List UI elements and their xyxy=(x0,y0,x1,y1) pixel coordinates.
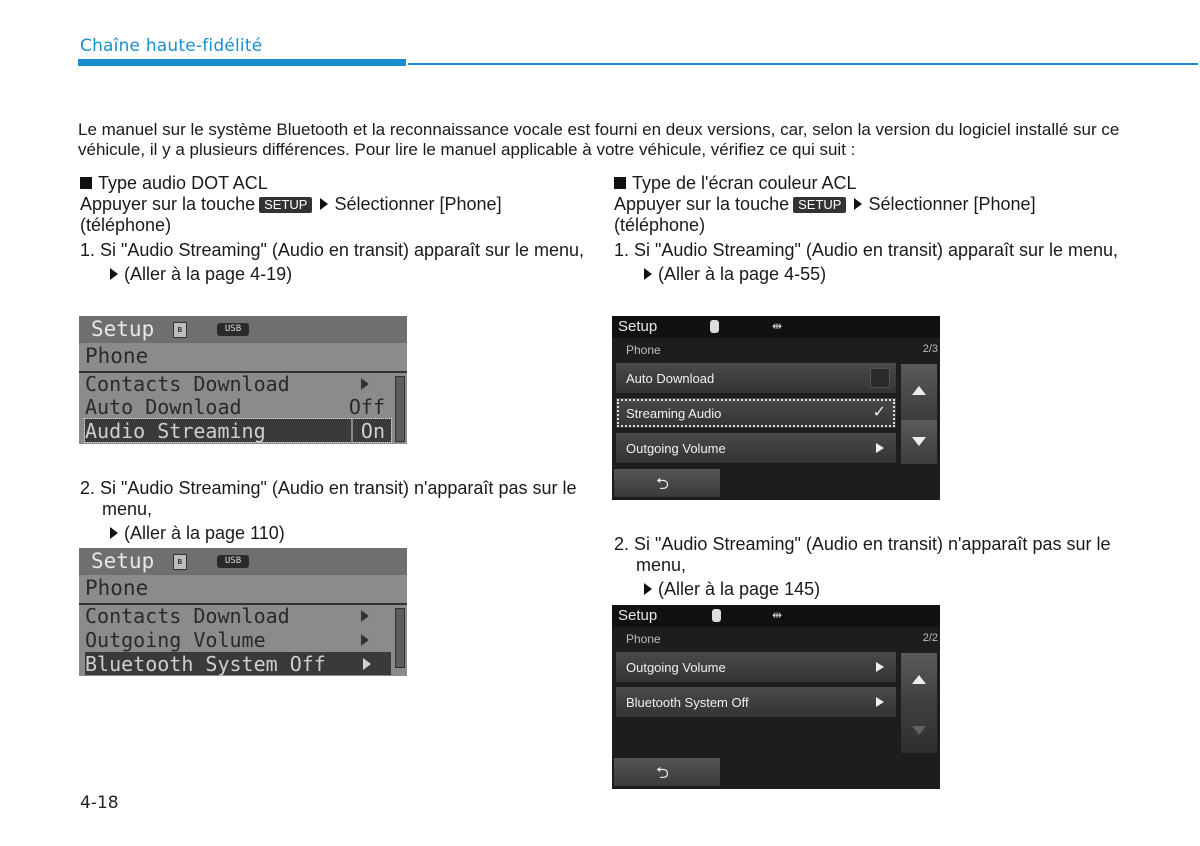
screen-subtitle-bar xyxy=(612,629,940,651)
color-screen-1 xyxy=(612,316,940,500)
right-step-1-ref: (Aller à la page 4-55) xyxy=(614,264,1124,285)
lcd-value-on: On xyxy=(351,419,385,443)
left-heading: Type audio DOT ACL xyxy=(98,173,268,193)
chevron-right-icon xyxy=(361,378,369,390)
lcd-subtitle-bar xyxy=(79,575,407,605)
page-indicator: 2/2 xyxy=(922,632,938,644)
bluetooth-icon xyxy=(710,320,719,333)
screen-title: Setup xyxy=(618,318,658,335)
left-step-2-block xyxy=(80,478,590,544)
screen-title-bar xyxy=(612,605,940,627)
lcd-screen-1 xyxy=(79,316,407,444)
right-step-2-ref: (Aller à la page 145) xyxy=(614,579,1124,600)
lcd-title-bar xyxy=(79,316,407,343)
usb-icon: ⇹ xyxy=(772,608,783,622)
lcd-scrollbar[interactable] xyxy=(395,376,405,442)
chevron-right-icon xyxy=(361,634,369,646)
scroll-up-button[interactable] xyxy=(901,364,937,420)
page-header-title: Chaîne haute-fidélité xyxy=(80,36,263,56)
lcd-title: Setup xyxy=(91,549,155,573)
checkmark-icon: ✓ xyxy=(872,404,886,421)
lcd-value-off: Off xyxy=(348,395,385,419)
screen-row-outgoing-volume[interactable]: Outgoing Volume xyxy=(616,433,896,463)
arrow-right-icon xyxy=(644,268,652,280)
screen-row-auto-download[interactable]: Auto Download xyxy=(616,363,896,393)
lcd-scrollbar[interactable] xyxy=(395,608,405,668)
chevron-right-icon xyxy=(361,610,369,622)
arrow-up-icon xyxy=(912,386,926,395)
lcd-row-audio-streaming[interactable]: Audio Streaming On xyxy=(85,419,391,442)
play-arrow-icon xyxy=(876,662,884,672)
back-arrow-icon: ⮌ xyxy=(656,765,669,782)
chevron-right-icon xyxy=(363,658,371,670)
arrow-up-icon xyxy=(912,675,926,684)
back-arrow-icon: ⮌ xyxy=(656,476,669,493)
scroll-up-button[interactable] xyxy=(901,653,937,709)
lcd-row-outgoing-volume[interactable]: Outgoing Volume xyxy=(85,628,385,651)
intro-paragraph: Le manuel sur le système Bluetooth et la reconnaissance vocale est fourni en deux versions, car, selon la version du logiciel installé sur ce véhicule, il y a plusieurs différences. Pour lire le manuel applicable à votre véhicule, vérifiez ce qui suit : xyxy=(78,120,1120,159)
left-column xyxy=(80,173,590,285)
square-bullet-icon xyxy=(80,177,92,189)
arrow-right-icon xyxy=(320,198,328,210)
header-rule-thick xyxy=(78,59,406,66)
back-button[interactable] xyxy=(614,469,720,497)
lcd-row-bluetooth-system-off[interactable]: Bluetooth System Off xyxy=(85,652,391,675)
screen-row-bluetooth-system-off[interactable]: Bluetooth System Off xyxy=(616,687,896,717)
play-arrow-icon xyxy=(876,697,884,707)
screen-subtitle: Phone xyxy=(626,632,661,646)
play-arrow-icon xyxy=(876,443,884,453)
screen-subtitle: Phone xyxy=(626,343,661,357)
color-screen-2 xyxy=(612,605,940,789)
lcd-row-contacts-download[interactable]: Contacts Download xyxy=(85,604,385,627)
lcd-subtitle: Phone xyxy=(85,576,149,600)
bluetooth-icon: ʙ xyxy=(173,322,187,338)
usb-icon: USB xyxy=(217,323,249,336)
header-rule-thin xyxy=(408,63,1198,65)
right-press-instruction: Appuyer sur la touche SETUP Sélectionner [Phone] (téléphone) xyxy=(614,194,1036,235)
usb-icon: USB xyxy=(217,555,249,568)
square-bullet-icon xyxy=(614,177,626,189)
lcd-subtitle: Phone xyxy=(85,344,149,368)
lcd-screen-2 xyxy=(79,548,407,676)
screen-title-bar xyxy=(612,316,940,338)
right-column xyxy=(614,173,1124,285)
lcd-title-bar xyxy=(79,548,407,575)
setup-key-icon: SETUP xyxy=(259,197,312,213)
right-heading: Type de l'écran couleur ACL xyxy=(632,173,857,193)
lcd-row-contacts-download[interactable]: Contacts Download xyxy=(85,372,385,395)
arrow-down-icon xyxy=(912,726,926,735)
left-step-2-ref: (Aller à la page 110) xyxy=(80,523,590,544)
page-number: 4-18 xyxy=(80,793,119,813)
lcd-subtitle-bar xyxy=(79,343,407,373)
back-button[interactable] xyxy=(614,758,720,786)
arrow-right-icon xyxy=(110,268,118,280)
scroll-down-button[interactable] xyxy=(901,420,937,464)
screen-row-streaming-audio[interactable]: Streaming Audio ✓ xyxy=(616,398,896,428)
arrow-right-icon xyxy=(644,583,652,595)
right-step-2-block xyxy=(614,534,1124,600)
bluetooth-icon: ʙ xyxy=(173,554,187,570)
screen-row-outgoing-volume[interactable]: Outgoing Volume xyxy=(616,652,896,682)
arrow-right-icon xyxy=(854,198,862,210)
screen-title: Setup xyxy=(618,607,658,624)
arrow-down-icon xyxy=(912,437,926,446)
arrow-right-icon xyxy=(110,527,118,539)
bluetooth-icon xyxy=(712,609,721,622)
lcd-title: Setup xyxy=(91,317,155,341)
checkbox-empty-icon[interactable] xyxy=(870,368,890,388)
screen-subtitle-bar xyxy=(612,340,940,362)
setup-key-icon: SETUP xyxy=(793,197,846,213)
left-step-1-ref: (Aller à la page 4-19) xyxy=(80,264,590,285)
right-step-1: 1. Si "Audio Streaming" (Audio en transit) apparaît sur le menu, xyxy=(614,240,1119,260)
lcd-row-auto-download[interactable]: Auto Download Off xyxy=(85,395,385,419)
usb-icon: ⇹ xyxy=(772,319,783,333)
left-step-1: 1. Si "Audio Streaming" (Audio en transit) apparaît sur le menu, xyxy=(80,240,585,260)
page-indicator: 2/3 xyxy=(922,343,938,355)
scroll-down-button[interactable] xyxy=(901,709,937,753)
right-step-2: 2. Si "Audio Streaming" (Audio en transit) n'apparaît pas sur le menu, xyxy=(614,534,1111,575)
left-press-instruction: Appuyer sur la touche SETUP Sélectionner [Phone] (téléphone) xyxy=(80,194,502,235)
left-step-2: 2. Si "Audio Streaming" (Audio en transit) n'apparaît pas sur le menu, xyxy=(80,478,577,519)
